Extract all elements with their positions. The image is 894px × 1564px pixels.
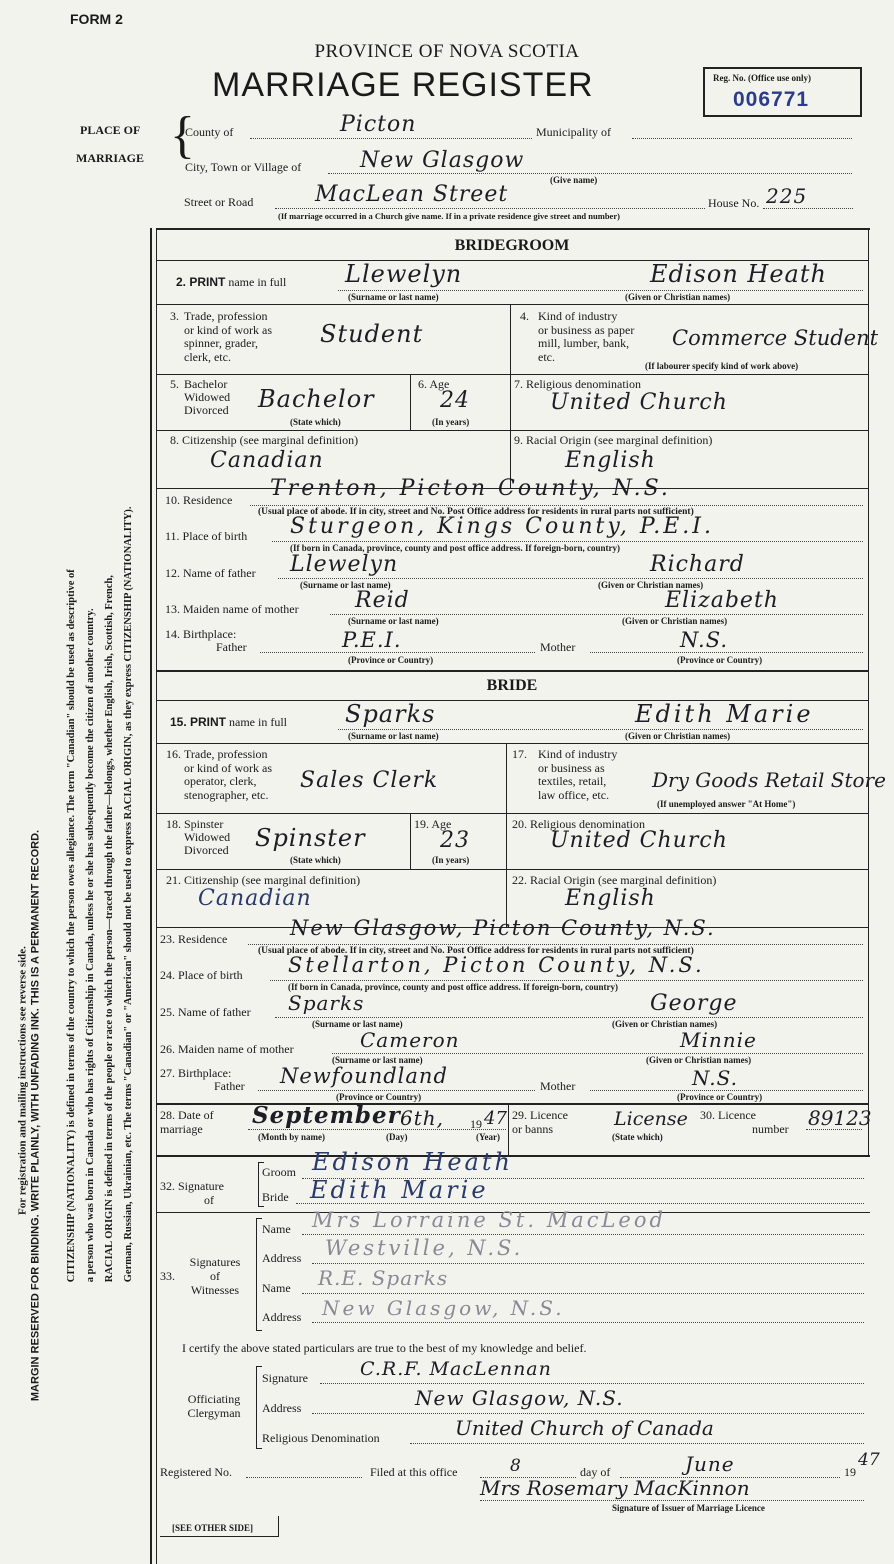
bracket-line [258,1162,259,1206]
registered-label: Registered No. [160,1465,232,1479]
field-line [312,1413,864,1414]
groom-section-title: BRIDEGROOM [454,237,570,254]
groom-state-cap: (State which) [290,417,341,427]
field-line [246,1477,362,1478]
f14-label: 14. Birthplace: [165,627,237,641]
col-divider [510,374,511,430]
f27-label: 27. Birthplace: [160,1066,232,1080]
bride-father-birth-label: Father [214,1079,245,1093]
clergy-address-label: Address [262,1401,302,1415]
reg-number-label: Reg. No. (Office use only) [713,73,811,83]
form-number: FORM 2 [70,11,123,27]
clergy-denomination-label: Religious Denomination [262,1431,380,1445]
f25-label: 25. Name of father [160,1005,251,1019]
f7-label: 7. Religious denomination [514,377,641,391]
f5-label: Bachelor Widowed Divorced [184,377,231,417]
certify-text: I certify the above stated particulars are true to the best of my knowledge and belief. [182,1341,587,1355]
bride-mother-surname-cap: (Surname or last name) [332,1055,423,1065]
groom-signature: Edison Heath [312,1148,513,1176]
bride-trade: Sales Clerk [300,768,439,793]
give-name-caption: (Give name) [550,175,598,185]
witness1-address-label: Address [262,1251,302,1265]
bride-mother-birth: N.S. [692,1066,738,1090]
field-line [590,652,863,653]
field-line [302,1293,864,1294]
col-divider [506,813,507,869]
field-line [338,729,863,730]
groom-mother-birth-label: Mother [540,640,576,654]
margin-citizenship-2: a person who was born in Canada or who has rights of Citizenship in Canada, unless he or she has subsequently become the citizen of another country. [84,608,96,1283]
f5-num: 5. [170,377,179,391]
f15-rest: name in full [229,715,287,729]
field-line [260,652,535,653]
bride-father-surname: Sparks [288,991,365,1015]
groom-religion: United Church [550,390,728,415]
bride-father-birth: Newfoundland [280,1064,448,1088]
licence-type: License [614,1108,688,1130]
field-line [270,980,863,981]
reg-number: 006771 [733,88,810,111]
f2-rest: name in full [228,275,287,289]
row-divider [156,813,868,814]
bride-mother-birth-label: Mother [540,1079,576,1093]
form-left-border [150,228,152,1564]
f23-label: 23. Residence [160,932,228,946]
bride-mother-given-cap: (Given or Christian names) [646,1055,752,1065]
row-divider [156,304,868,305]
field-line [275,1017,863,1018]
bracket-cap [256,1366,262,1367]
witness2-name-label: Name [262,1281,291,1295]
witness2-address-label: Address [262,1310,302,1324]
bride-father-surname-cap: (Surname or last name) [312,1019,403,1029]
bride-residence-cap: (Usual place of abode. If in city, street and No. Post Office address for residents in rural parts not sufficient) [258,946,694,956]
groom-industry-cap: (If labourer specify kind of work above) [645,361,799,371]
county-label: County of [185,125,234,139]
groom-age-cap: (In years) [432,417,470,427]
bracket-line [256,1366,257,1448]
filed-day: 8 [510,1456,522,1476]
groom-father-given-cap: (Given or Christian names) [598,580,704,590]
f3-num: 3. [170,309,179,323]
city-value: New Glasgow [360,148,525,173]
bride-father-given-cap: (Given or Christian names) [612,1019,718,1029]
field-line [590,1090,863,1091]
house-label: House No. [708,196,760,210]
row-divider [156,869,868,870]
clergy-address: New Glasgow, N.S. [415,1386,624,1410]
f26-label: 26. Maiden name of mother [160,1042,294,1056]
bride-industry-cap: (If unemployed answer "At Home") [657,799,796,809]
marriage-month: September [252,1102,401,1129]
witness1-address: Westville, N.S. [325,1236,524,1260]
f11-label: 11. Place of birth [165,529,248,543]
form-right-border [868,228,869,1155]
field-line [272,541,863,542]
row-divider [156,374,868,375]
corner-box [160,1516,279,1537]
field-line [330,614,863,615]
bride-father-given: George [650,991,738,1016]
witness1-name-label: Name [262,1222,291,1236]
margin-instructions: For registration and mailing instructions see reverse side. [16,946,29,1215]
witness1-name: Mrs Lorraine St. MacLeod [312,1208,666,1232]
groom-father-birth: P.E.I. [342,628,402,652]
filed-year: 47 [858,1450,880,1470]
field-line [248,944,863,945]
field-line [250,505,863,506]
marriage-year: 47 [484,1108,507,1129]
field-line [480,1500,864,1501]
groom-citizenship: Canadian [210,448,324,473]
bride-section-title: BRIDE [486,677,538,694]
bride-surname: Sparks [345,700,436,728]
row-divider [156,430,868,431]
issuer-signature: Mrs Rosemary MacKinnon [480,1476,750,1500]
groom-mother-given: Elizabeth [665,588,779,613]
place-brace: { [170,107,195,164]
margin-binding-note: MARGIN RESERVED FOR BINDING. WRITE PLAINLY, WITH UNFADING INK. THIS IS A PERMANENT RECORD. [29,829,42,1402]
col-divider [510,304,511,374]
marriage-year-cap: (Year) [476,1132,500,1142]
bride-mother-given: Minnie [680,1028,757,1052]
form-left-border-inner [156,228,157,1564]
groom-trade: Student [320,320,424,348]
field-line [320,1383,864,1384]
filed-month: June [685,1452,735,1476]
bride-citizenship: Canadian [198,886,312,911]
groom-sign-label: Groom [262,1165,296,1179]
licence-number: 89123 [808,1106,872,1130]
groom-mother-birth-cap: (Province or Country) [677,655,763,665]
place-label-1: PLACE OF [80,123,141,137]
street-label: Street or Road [184,195,254,209]
margin-citizenship-1: CITIZENSHIP (NATIONALITY) is defined in terms of the country to which the person owes allegiance. The term "Canadian" should be used as descriptive of [65,569,77,1283]
bride-state-cap: (State which) [290,855,341,865]
bride-birthplace: Stellarton, Picton County, N.S. [288,953,705,977]
f16-label: Trade, profession or kind of work as operator, clerk, stenographer, etc. [184,747,272,802]
f4-num: 4. [520,309,529,323]
f4-label: Kind of industry or business as paper mill, lumber, bank, etc. [538,309,635,364]
f10-label: 10. Residence [165,493,233,507]
bride-given-cap: (Given or Christian names) [625,731,731,741]
witness-label: Signatures of Witnesses [189,1255,241,1297]
field-line [312,1263,864,1264]
bride-religion: United Church [550,828,728,853]
bride-mother-surname: Cameron [360,1028,460,1052]
f9-label: 9. Racial Origin (see marginal definition) [514,433,713,447]
marriage-day-cap: (Day) [386,1132,408,1142]
bride-sign-label: Bride [262,1190,289,1204]
province-heading: PROVINCE OF NOVA SCOTIA [314,41,580,62]
issuer-caption: Signature of Issuer of Marriage Licence [612,1503,765,1513]
groom-surname-cap: (Surname or last name) [348,292,439,302]
day-of-label: day of [580,1465,611,1479]
city-line [328,173,852,174]
bracket-cap [256,1218,262,1219]
f24-label: 24. Place of birth [160,968,243,982]
filed-year-prefix: 19 [844,1465,856,1479]
f2-label: 2. PRINT [176,275,226,289]
f18-num: 18. [166,817,181,831]
place-note: (If marriage occurred in a Church give name. If in a private residence give street and number) [278,211,620,221]
groom-birth-cap: (If born in Canada, province, county and post office address. If foreign-born, country) [290,543,621,553]
f30-label: 30. Licence number [700,1108,789,1136]
section-divider [156,1155,870,1157]
f18-label: Spinster Widowed Divorced [184,817,231,857]
bride-residence: New Glasgow, Picton County, N.S. [290,916,716,940]
marriage-year-prefix: 19 [470,1117,482,1131]
field-line [332,1053,863,1054]
marriage-day: 6th, [400,1106,444,1130]
place-label-2: MARRIAGE [76,151,144,165]
margin-racial-2: German, Russian, Ukrainian, etc. The terms "Canadian" or "American" should not be used to express RACIAL ORIGIN, as they express CITIZENSHIP (NATIONALITY). [122,506,134,1283]
clergy-denomination: United Church of Canada [455,1416,714,1440]
field-line [278,578,863,579]
f21-label: 21. Citizenship (see marginal definition) [166,873,361,887]
field-line [302,1234,864,1235]
bride-given: Edith Marie [635,700,814,728]
groom-age: 24 [440,388,470,413]
bracket-cap [258,1162,264,1163]
filed-label: Filed at this office [370,1465,458,1479]
municipality-label: Municipality of [536,125,611,139]
groom-father-surname-cap: (Surname or last name) [300,580,391,590]
f17-label: Kind of industry or business as textiles, retail, law office, etc. [538,747,618,802]
bracket-cap [258,1206,264,1207]
groom-name-line [338,290,863,291]
row-divider [156,743,868,744]
f6-label: 6. Age [418,377,450,391]
reg-number-box [703,67,862,117]
form-top-border [156,228,870,230]
f8-label: 8. Citizenship (see marginal definition) [170,433,359,447]
groom-father-birth-cap: (Province or Country) [348,655,434,665]
street-value: MacLean Street [315,182,509,207]
see-other-side: [SEE OTHER SIDE] [172,1523,254,1533]
groom-mother-surname-cap: (Surname or last name) [348,616,439,626]
f16-num: 16. [166,747,181,761]
city-label: City, Town or Village of [185,160,302,174]
groom-racial: English [565,448,656,473]
bride-industry: Dry Goods Retail Store [652,768,886,792]
groom-birthplace: Sturgeon, Kings County, P.E.I. [290,514,714,539]
clergy-signature-label: Signature [262,1371,308,1385]
bracket-cap [256,1330,262,1331]
page-title: MARRIAGE REGISTER [212,66,594,104]
witness2-address: New Glasgow, N.S. [322,1296,565,1320]
groom-father-birth-label: Father [216,640,247,654]
groom-given: Edison Heath [650,260,827,288]
clergy-signature: C.R.F. MacLennan [360,1358,552,1380]
section-divider [156,670,868,672]
col-divider [506,743,507,813]
groom-residence-cap: (Usual place of abode. If in city, street and No. Post Office address for residents in rural parts not sufficient) [258,507,694,517]
col-divider [410,813,411,869]
field-line [258,1090,535,1091]
field-line [312,1322,864,1323]
f15-label: 15. PRINT [170,715,227,729]
bride-birth-cap: (If born in Canada, province, county and post office address. If foreign-born, country) [288,982,619,992]
f13-label: 13. Maiden name of mother [165,602,299,616]
bride-signature: Edith Marie [310,1176,489,1204]
f22-label: 22. Racial Origin (see marginal definition) [512,873,717,887]
marriage-month-cap: (Month by name) [258,1132,325,1142]
f17-num: 17. [512,747,527,761]
f19-label: 19. Age [414,817,452,831]
county-line [250,138,532,139]
street-line [275,208,705,209]
groom-father-given: Richard [650,552,745,577]
f20-label: 20. Religious denomination [512,817,645,831]
f28-label: 28. Date of marriage [160,1108,214,1136]
witness2-name: R.E. Sparks [318,1266,449,1290]
groom-industry: Commerce Student [672,326,879,350]
f12-label: 12. Name of father [165,566,256,580]
bride-racial: English [565,886,656,911]
licence-type-cap: (State which) [612,1132,663,1142]
bride-surname-cap: (Surname or last name) [348,731,439,741]
groom-given-cap: (Given or Christian names) [625,292,731,302]
groom-status: Bachelor [258,385,375,413]
house-line [763,208,853,209]
groom-mother-birth: N.S. [680,628,729,652]
groom-mother-surname: Reid [355,588,410,613]
field-line [410,1443,864,1444]
bride-age-cap: (In years) [432,855,470,865]
groom-surname: Llewelyn [345,260,463,288]
f33-num: 33. [160,1269,175,1283]
groom-residence: Trenton, Picton County, N.S. [270,476,671,501]
f3-label: Trade, profession or kind of work as spinner, grader, clerk, etc. [184,309,272,364]
county-value: Picton [340,112,417,137]
f29-label: 29. Licence or banns [512,1108,568,1136]
house-value: 225 [766,184,808,208]
officiating-label: Officiating Clergyman [187,1392,241,1420]
field-line [248,1129,506,1130]
col-divider [410,374,411,430]
groom-father-surname: Llewelyn [290,552,399,577]
margin-racial-1: RACIAL ORIGIN is defined in terms of the people or race to which the person—traced through the father—belongs, whether English, Irish, Scottish, French, [103,575,115,1283]
bride-age: 23 [440,828,470,853]
bride-mother-birth-cap: (Province or Country) [677,1092,763,1102]
bracket-cap [256,1448,262,1449]
f32-label: 32. Signature of [160,1179,224,1207]
municipality-line [632,138,852,139]
groom-mother-given-cap: (Given or Christian names) [622,616,728,626]
bride-status: Spinster [255,824,366,852]
bride-father-birth-cap: (Province or Country) [336,1092,422,1102]
bracket-line [256,1218,257,1330]
